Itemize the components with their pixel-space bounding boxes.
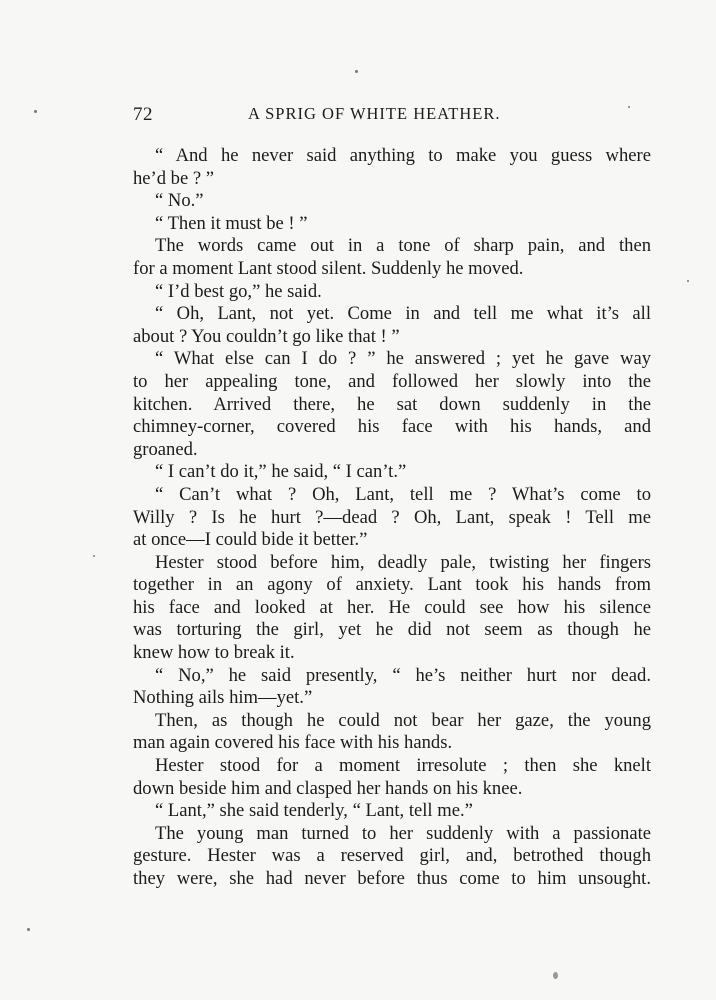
text-line: knew how to break it.: [133, 642, 295, 664]
running-title: A SPRIG OF WHITE HEATHER.: [248, 104, 501, 123]
text-line: The words came out in a tone of sharp pain, and then: [155, 235, 651, 257]
text-line: Hester stood before him, deadly pale, twisting her fingers: [155, 551, 651, 573]
text-line: The young man turned to her suddenly with a passionate: [155, 822, 651, 844]
text-line: “ What else can I do ? ” he answered ; yet he gave way: [155, 348, 651, 370]
text-line: “ Lant,” she said tenderly, “ Lant, tell me.”: [155, 800, 473, 822]
text-line: he’d be ? ”: [133, 167, 215, 189]
scan-speck: [27, 928, 30, 931]
text-line: Then, as though he could not bear her gaze, the young: [155, 709, 651, 731]
text-line: to her appealing tone, and followed her slowly into the: [133, 370, 651, 392]
text-line: they were, she had never before thus come to him unsought.: [133, 868, 651, 889]
body-text: [133, 145, 651, 891]
scan-speck: [628, 106, 630, 108]
text-line: “ Then it must be ! ”: [155, 212, 308, 234]
text-line: “ And he never said anything to make you guess where: [155, 145, 651, 166]
text-line: was torturing the girl, yet he did not seem as though he: [133, 619, 651, 641]
page-number: 72: [133, 104, 153, 125]
scan-speck: [93, 555, 95, 557]
text-line: together in an agony of anxiety. Lant took his hands from: [133, 574, 651, 596]
text-line: at once—I could bide it better.”: [133, 529, 368, 551]
text-line: Nothing ails him—yet.”: [133, 687, 313, 709]
text-line: kitchen. Arrived there, he sat down suddenly in the: [133, 393, 651, 415]
text-line: gesture. Hester was a reserved girl, and, betrothed though: [133, 845, 651, 867]
text-line: “ No,” he said presently, “ he’s neither hurt nor dead.: [155, 664, 651, 686]
scan-speck: [355, 70, 358, 73]
text-line: chimney-corner, covered his face with his hands, and: [133, 416, 651, 438]
scan-speck: [687, 280, 689, 282]
text-line: about ? You couldn’t go like that ! ”: [133, 325, 400, 347]
scan-speck: [553, 972, 558, 979]
page-header: [133, 104, 653, 130]
text-line: “ I’d best go,” he said.: [155, 280, 322, 302]
text-line: for a moment Lant stood silent. Suddenly he moved.: [133, 257, 524, 279]
text-line: Willy ? Is he hurt ?—dead ? Oh, Lant, speak ! Tell me: [133, 506, 651, 528]
text-line: Hester stood for a moment irresolute ; then she knelt: [155, 755, 651, 777]
text-line: “ No.”: [155, 190, 204, 212]
scan-speck: [34, 110, 37, 113]
text-line: groaned.: [133, 438, 198, 460]
text-line: man again covered his face with his hands.: [133, 732, 453, 754]
text-line: “ Can’t what ? Oh, Lant, tell me ? What’s come to: [155, 483, 651, 505]
text-line: his face and looked at her. He could see how his silence: [133, 596, 651, 618]
text-line: “ I can’t do it,” he said, “ I can’t.”: [155, 461, 407, 483]
text-line: down beside him and clasped her hands on his knee.: [133, 777, 523, 799]
text-line: “ Oh, Lant, not yet. Come in and tell me what it’s all: [155, 303, 651, 325]
